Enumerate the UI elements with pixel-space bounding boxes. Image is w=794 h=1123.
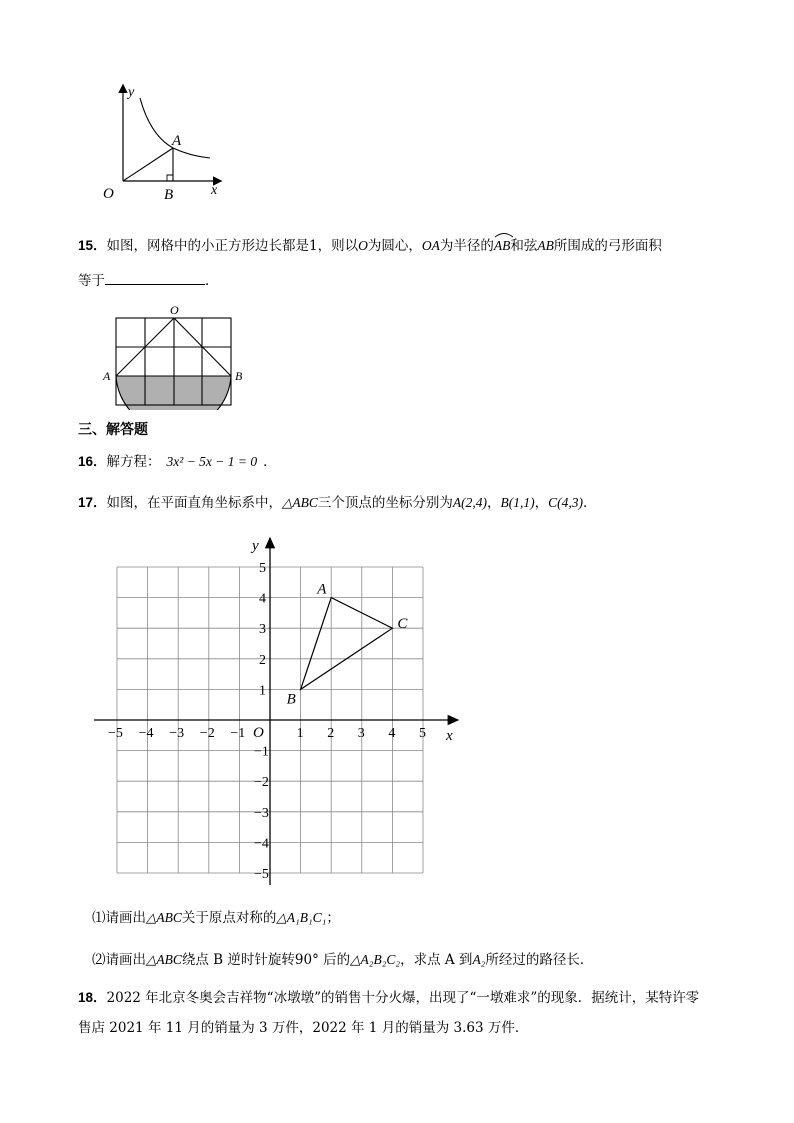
q15-line2 [78,270,219,291]
q14-label-a: A [172,133,182,149]
q15-label-o: O [170,303,179,317]
point-label-a: A [317,581,327,598]
q17-part2-prefix: ⑵请画出 [92,952,146,968]
y-tick-label: 3 [259,622,266,638]
q17-part2-mid2: ，求点 A 到 [400,952,473,968]
x-tick-label: −2 [199,726,215,741]
x-tick-label: 5 [419,726,426,741]
q15-text2: 为圆心， [367,238,422,254]
q16-text: 解方程： [106,454,161,470]
q17-coordinate-grid [90,530,470,900]
q15-figure [100,300,250,410]
q17-end: ． [583,495,597,511]
q18-line2-text: 售店 2021 年 11 月的销量为 3 万件，2022 年 1 月的销量为 3.63 万件． [78,1020,529,1036]
q17-xticks [108,726,426,741]
q17-part1-mid: 关于原点对称的 [181,910,277,926]
y-tick-label: −5 [254,867,269,882]
q14-right-angle-mark [167,175,173,181]
q16-number: 16． [78,454,107,469]
q14-label-y: y [128,85,135,100]
y-tick-label: 4 [259,591,266,607]
q17-part2-end: 所经过的路径长． [485,952,594,968]
q18-line2 [78,1018,528,1038]
q17-point-b: B(1,1) [500,495,535,510]
q15-end: ． [205,273,219,289]
q17-yticks [254,561,269,882]
q18-line1-text: 2022 年北京冬奥会吉祥物“冰墩墩”的销售十分火爆，出现了“一墩难求”的现象．据统计，某特许零 [106,990,700,1006]
q15-label-b: B [235,369,243,383]
q17-point-c: C(4,3) [548,495,584,510]
q17-part1 [92,908,340,928]
q15-label-a: A [103,369,111,383]
q17-text1: 如图，在平面直角坐标系中， [106,495,283,511]
q15-number: 15． [78,238,107,253]
y-tick-label: −2 [254,775,269,791]
y-tick-label: 5 [259,561,266,576]
q14-hyperbola [140,98,210,158]
q14-label-o: O [103,186,114,202]
q17-axis-label-x: x [446,728,453,744]
x-tick-label: −3 [169,726,185,741]
q15-text3: 为半径的 [439,238,494,254]
q17-part2-point: A₂ [472,952,486,967]
q15-text1: 如图，网格中的小正方形边长都是1，则以 [106,238,359,254]
q15-line1 [78,232,662,256]
y-tick-label: −4 [254,836,269,852]
q17-text2: 三个顶点的坐标分别为 [317,495,453,511]
x-tick-label: 3 [357,726,365,741]
q14-figure [95,80,235,205]
y-tick-label: −1 [254,744,269,760]
q15-arc-ab [494,232,511,256]
q17-triangle: △ABC [282,495,318,510]
q15-ab: AB [537,238,554,253]
q15-text4: 和弦 [510,238,538,254]
q16-equation: 3x² − 5x − 1 = 0 [166,454,258,469]
q17-number: 17． [78,495,107,510]
q16-line [78,452,277,472]
q17-part1-tri2: △A₁B₁C₁ [276,910,327,925]
x-tick-label: 1 [296,726,304,741]
q17-part2 [92,950,593,970]
q17-part1-prefix: ⑴请画出 [92,910,146,926]
q15-answer-blank[interactable] [105,270,205,285]
y-tick-label: 1 [259,683,266,699]
q17-part2-tri: △ABC [146,952,182,967]
q17-point-labels [287,582,409,708]
x-tick-label: 4 [388,726,396,741]
q15-oa: OA [421,238,440,253]
q17-line [78,493,597,513]
x-tick-label: 2 [327,726,335,741]
q17-sep2: ， [534,495,549,511]
q18-number: 18． [78,990,107,1005]
q14-segment-oa [123,148,173,181]
q17-part2-mid: 绕点 B 逆时针旋转90° 后的 [181,952,351,968]
section3-title: 三、解答题 [78,421,148,437]
q17-part1-tri: △ABC [146,910,182,925]
q16-end: ． [263,454,277,470]
y-tick-label: −3 [254,805,269,821]
q15-line2-text: 等于 [78,273,105,289]
q17-sep1: ， [487,495,501,511]
q17-point-a: A(2,4) [452,495,488,510]
x-tick-label: −5 [108,726,123,741]
q15-arc-label: AB [493,238,511,253]
x-tick-label: −1 [230,726,246,741]
q18-line1 [78,988,699,1008]
q15-text5: 所围成的弓形面积 [553,238,662,254]
q14-label-x: x [211,183,218,198]
q17-part1-end: ； [326,910,340,926]
q14-label-b: B [164,187,174,203]
point-label-c: C [397,616,408,633]
q17-origin-label: O [253,725,264,741]
q17-axis-label-y: y [252,538,259,554]
x-tick-label: −4 [138,726,154,741]
q17-triangle-abc [301,598,393,690]
q17-part2-tri2: △A₂B₂C₂ [350,952,401,967]
y-tick-label: 2 [259,652,266,668]
point-label-b: B [286,691,296,708]
q15-o: O [358,238,368,253]
